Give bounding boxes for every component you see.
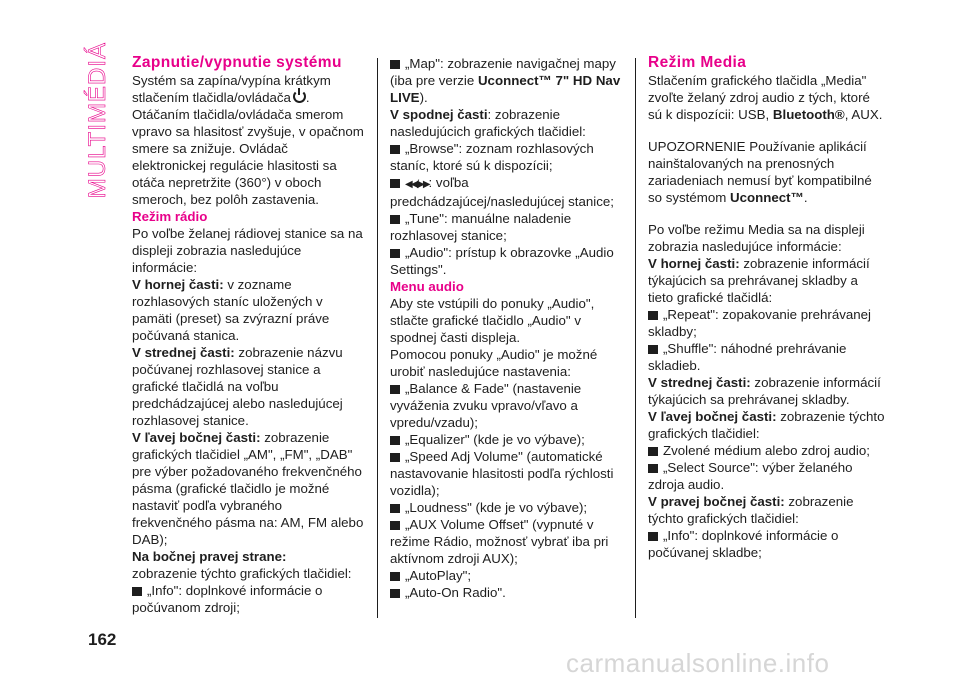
section-side-title: MULTIMÉDIÁ: [84, 42, 111, 199]
list-item: [390, 174, 626, 210]
text: zobrazenie týchto grafických tlačidiel:: [648, 494, 854, 526]
bullet-icon: [390, 504, 400, 513]
text-column-3: [648, 55, 886, 561]
paragraph: [648, 408, 886, 442]
text: Stlačením grafického tlačidla „Media" zvoľte želaný zdroj audio z tých, ktoré sú k dispozícii: USB,: [648, 73, 870, 122]
watermark: carmanualsonline.info: [566, 648, 830, 678]
product-name: Uconnect™ 7" HD Nav LIVE: [390, 73, 621, 105]
text: „AUX Volume Offset" (vypnuté v režime Rádio, možnosť vybrať iba pri aktívnom zdroji AUX);: [390, 517, 609, 566]
list-item: [390, 567, 626, 584]
paragraph: [390, 106, 626, 140]
text: , AUX.: [844, 107, 883, 122]
heading-media-mode: Režim Media: [648, 54, 747, 71]
column-divider: [635, 58, 636, 618]
heading-power-on-off: Zapnutie/vypnutie systému: [132, 54, 342, 71]
paragraph: [648, 255, 886, 306]
bullet-icon: [390, 521, 400, 530]
bullet-icon: [132, 587, 142, 596]
text: .: [803, 190, 808, 205]
paragraph: zobrazenie týchto grafických tlačidiel:: [132, 566, 352, 581]
text: „Browse": zoznam rozhlasových staníc, ktoré sú k dispozícii;: [390, 141, 594, 173]
bullet-icon: [648, 447, 658, 456]
paragraph: [132, 429, 364, 548]
text: : voľba predchádzajúcej/nasledujúcej stanice;: [390, 175, 614, 209]
paragraph: Pomocou ponuky „Audio" je možné urobiť nasledujúce nastavenia:: [390, 347, 598, 379]
bullet-icon: [648, 532, 658, 541]
text: „Info": doplnkové informácie o počúvanej skladbe;: [648, 528, 839, 560]
bullet-icon: [390, 453, 400, 462]
text: : zobrazenie nasledujúcich grafických tlačidiel:: [390, 107, 586, 139]
text-column-2: [390, 55, 626, 601]
term: V strednej časti:: [648, 375, 751, 390]
paragraph: Po voľbe režimu Media sa na displeji zobrazia nasledujúce informácie:: [648, 222, 865, 254]
term: V hornej časti:: [648, 256, 740, 271]
term: V pravej bočnej časti:: [648, 494, 785, 509]
bullet-icon: [390, 436, 400, 445]
term: V strednej časti:: [132, 345, 235, 360]
paragraph: [648, 493, 886, 527]
text: Systém sa zapína/vypína krátkym stlačením tlačidla/ovládača: [132, 73, 331, 105]
list-item: [390, 431, 626, 448]
paragraph: [648, 374, 886, 408]
text: „Auto-On Radio".: [405, 585, 506, 600]
bullet-icon: [390, 179, 400, 188]
list-item: [390, 499, 626, 516]
bullet-icon: [390, 385, 400, 394]
paragraph: Aby ste vstúpili do ponuky „Audio", stlačte grafické tlačidlo „Audio" v spodnej časti displeja.: [390, 296, 595, 345]
text: zobrazenie informácií týkajúcich sa prehrávanej skladby.: [648, 375, 881, 407]
bullet-icon: [390, 249, 400, 258]
text-column-1: [132, 55, 364, 616]
paragraph: Po voľbe želanej rádiovej stanice sa na displeji zobrazia nasledujúce informácie:: [132, 226, 363, 275]
list-item: [390, 448, 626, 499]
product-name: Uconnect™: [730, 190, 804, 205]
text: Zvolené médium alebo zdroj audio;: [663, 443, 870, 458]
bullet-icon: [390, 589, 400, 598]
product-name: Bluetooth®: [772, 107, 845, 122]
bullet-icon: [648, 464, 658, 473]
list-item: [648, 340, 886, 374]
list-item: [132, 582, 364, 616]
list-item: [390, 380, 626, 431]
list-item: [390, 140, 626, 174]
text: „Speed Adj Volume" (automatické nastavovanie hlasitosti podľa rýchlosti vozidla);: [390, 449, 614, 498]
page-number: 162: [88, 630, 117, 649]
text: zobrazenie názvu počúvanej rozhlasovej stanice a grafické tlačidlá na voľbu predchádzajúcej alebo nasledujúcej rozhlasovej stanice.: [132, 345, 343, 428]
list-item: [648, 527, 886, 561]
text: „Select Source": výber želaného zdroja audio.: [648, 460, 853, 492]
list-item: [390, 210, 626, 244]
column-divider: [377, 58, 378, 618]
paragraph: [132, 548, 364, 565]
paragraph: [132, 72, 364, 208]
text: „Map": zobrazenie navigačnej mapy (iba pre verzie: [390, 56, 616, 88]
paragraph: [648, 72, 886, 123]
term: V ľavej bočnej časti:: [648, 409, 777, 424]
text: „Shuffle": náhodné prehrávanie skladieb.: [648, 341, 847, 373]
text: „Repeat": zopakovanie prehrávanej skladby;: [648, 307, 871, 339]
text: v zozname rozhlasových staníc uložených v pamäti (preset) sa zvýrazní práve počúvaná stanica.: [132, 277, 330, 343]
bullet-icon: [390, 215, 400, 224]
list-item: [390, 55, 626, 106]
power-icon: [293, 90, 306, 103]
list-item: [648, 459, 886, 493]
term: Na bočnej pravej strane:: [132, 549, 287, 564]
text: „AutoPlay";: [405, 568, 472, 583]
list-item: [390, 516, 626, 567]
term: V spodnej časti: [390, 107, 488, 122]
warning-note: [648, 138, 886, 206]
heading-audio-menu: Menu audio: [390, 279, 464, 294]
paragraph: [132, 344, 364, 429]
list-item: [390, 244, 626, 278]
heading-radio-mode: Režim rádio: [132, 209, 208, 224]
term: V ľavej bočnej časti:: [132, 430, 261, 445]
text: „Tune": manuálne naladenie rozhlasovej stanice;: [390, 211, 572, 243]
text: UPOZORNENIE Používanie aplikácií nainštalovaných na prenosných zariadeniach nemusí byť kompatibilné so systémom: [648, 139, 872, 205]
text: . Otáčaním tlačidla/ovládača smerom vpravo sa hlasitosť zvyšuje, v opačnom smere sa znižuje. Ovládač elektronickej regulácie hlasitosti sa otáča nepretržite (360°) v oboch smeroch, bez polôh zastavenia.: [132, 90, 364, 207]
bullet-icon: [390, 60, 400, 69]
text: „Loudness" (kde je vo výbave);: [405, 500, 588, 515]
text: zobrazenie týchto grafických tlačidiel:: [648, 409, 885, 441]
bullet-icon: [390, 145, 400, 154]
paragraph: [132, 276, 364, 344]
text: „Balance & Fade" (nastavenie vyváženia zvuku vpravo/vľavo a vpredu/vzadu);: [390, 381, 582, 430]
term: V hornej časti:: [132, 277, 224, 292]
seek-icon: ◀◀/▶▶: [405, 179, 429, 190]
text: ).: [419, 90, 428, 105]
list-item: [648, 442, 886, 459]
text: „Audio": prístup k obrazovke „Audio Settings".: [390, 245, 614, 277]
text: „Equalizer" (kde je vo výbave);: [405, 432, 585, 447]
list-item: [648, 306, 886, 340]
text: „Info": doplnkové informácie o počúvanom zdroji;: [132, 583, 323, 615]
bullet-icon: [648, 345, 658, 354]
text: zobrazenie grafických tlačidiel „AM", „FM", „DAB" pre výber požadovaného frekvenčného pásma (grafické tlačidlo je možné nastaviť podľa vybraného frekvenčného pásma na: AM, FM alebo DAB);: [132, 430, 364, 547]
bullet-icon: [648, 311, 658, 320]
text: zobrazenie informácií týkajúcich sa prehrávanej skladby a tieto grafické tlačidlá:: [648, 256, 870, 305]
bullet-icon: [390, 572, 400, 581]
list-item: [390, 584, 626, 601]
